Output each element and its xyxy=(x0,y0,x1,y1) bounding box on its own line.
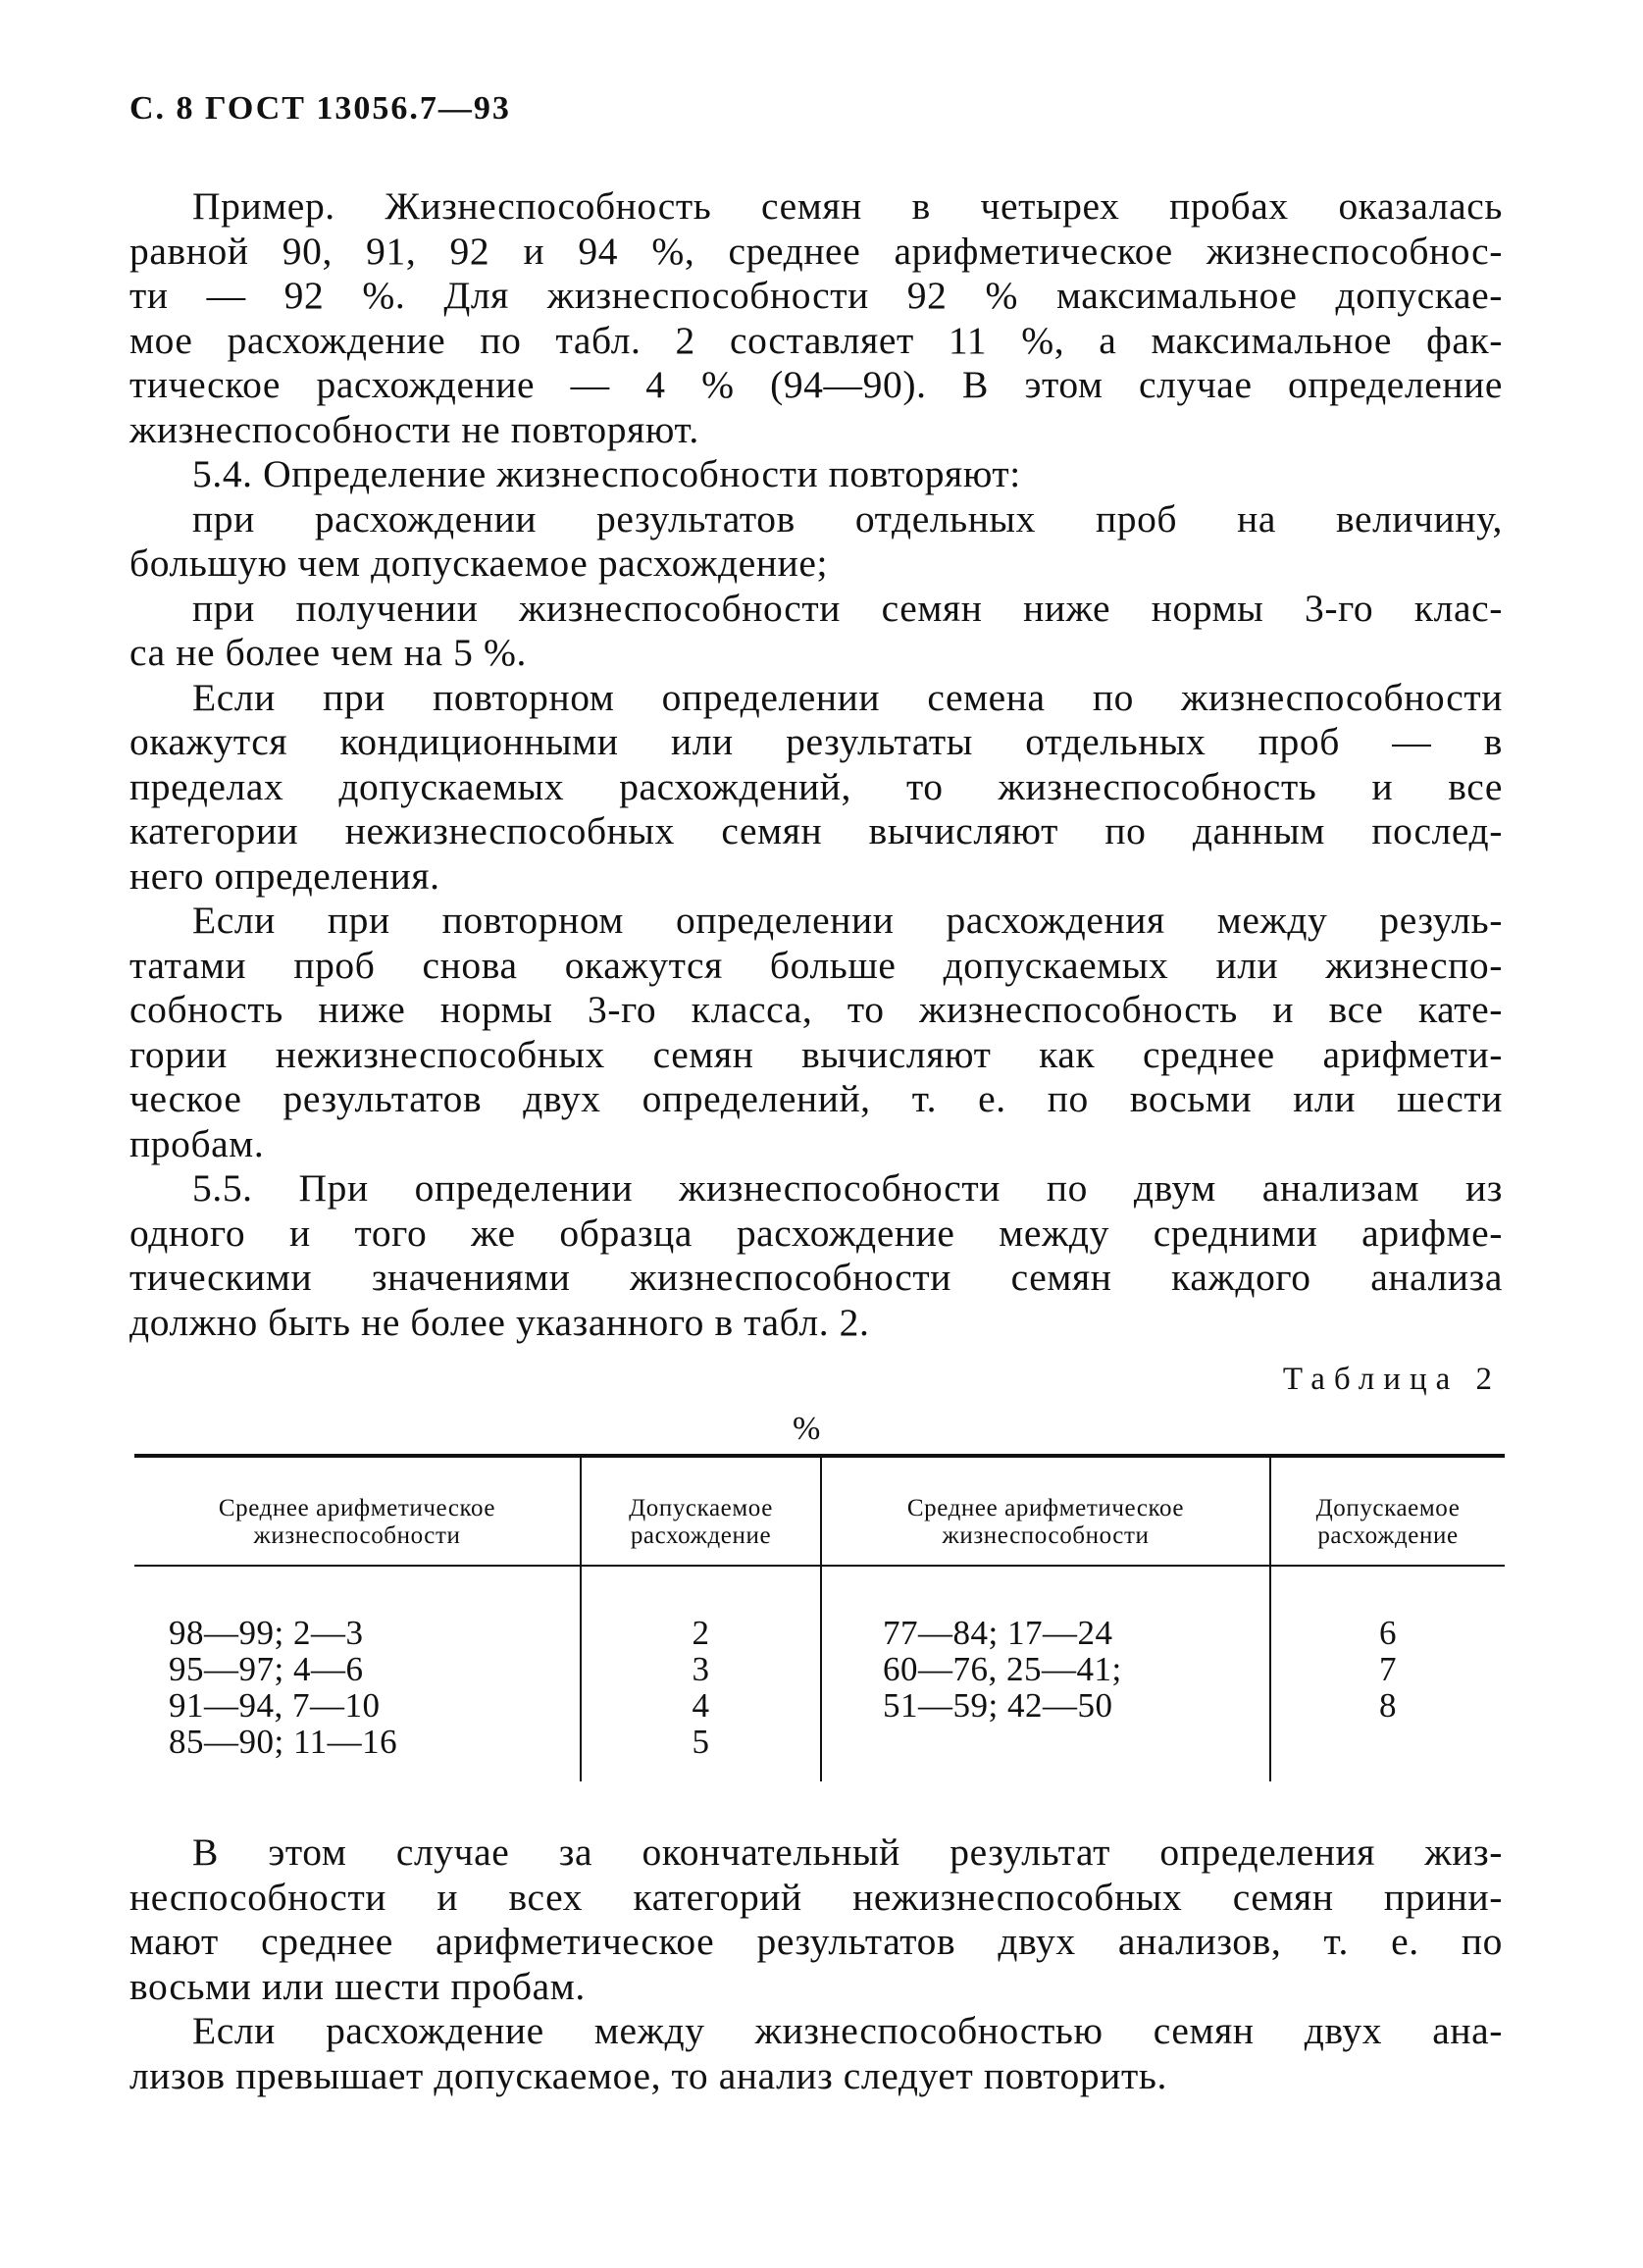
text-line: гории нежизнеспособных семян вычисляют как среднее арифмети- xyxy=(129,1032,1503,1076)
table-cell: 3 xyxy=(692,1650,710,1688)
text-line: 5.5. При определении жизнеспособности по двум анализам из xyxy=(192,1166,1503,1210)
text-line: пределах допускаемых расхождений, то жизнеспособность и все xyxy=(129,764,1503,808)
table-cell: 91—94, 7—10 xyxy=(169,1686,381,1725)
table-cell: 2 xyxy=(692,1614,710,1652)
text-line: тическими значениями жизнеспособности семян каждого анализа xyxy=(129,1256,1503,1299)
text-line: при получении жизнеспособности семян ниже нормы 3-го клас- xyxy=(192,586,1503,630)
table-cell: 95—97; 4—6 xyxy=(169,1650,364,1688)
table-unit: % xyxy=(793,1411,821,1447)
table-column-avg-right xyxy=(883,1615,1122,1724)
table-cell: 4 xyxy=(692,1686,710,1725)
text-line: восьми или шести пробам. xyxy=(129,1964,586,2008)
table-cell: 77—84; 17—24 xyxy=(883,1614,1113,1652)
text-line: са не более чем на 5 %. xyxy=(129,631,527,674)
text-line: собность ниже нормы 3-го класса, то жизнеспособность и все кате- xyxy=(129,988,1503,1031)
table-cell: 85—90; 11—16 xyxy=(169,1723,398,1761)
text-line: при расхождении результатов отдельных проб на величину, xyxy=(192,496,1503,541)
table-column-dev-right xyxy=(1271,1615,1505,1724)
table-column-avg-left xyxy=(169,1615,397,1760)
text-line: неспособности и всех категорий нежизнеспособных семян прини- xyxy=(129,1875,1503,1919)
table-header-cell: Допускаемое расхождение xyxy=(629,1495,773,1549)
table-header-cell: Среднее арифметическое жизнеспособности xyxy=(906,1495,1185,1549)
text-line: жизнеспособности не повторяют. xyxy=(129,407,699,451)
text-line: ти — 92 %. Для жизнеспособности 92 % максимальное допускае- xyxy=(129,274,1503,317)
table-cell: 8 xyxy=(1379,1686,1397,1725)
text-line: татами проб снова окажутся больше допускаемых или жизнеспо- xyxy=(129,943,1503,987)
table-column-dev-left xyxy=(582,1615,820,1760)
text-line: категории нежизнеспособных семян вычисляют по данным послед- xyxy=(129,809,1503,852)
body-text-block-2 xyxy=(129,1830,1503,2098)
text-line: пробам. xyxy=(129,1121,265,1165)
text-line: мают среднее арифметическое результатов двух анализов, т. е. по xyxy=(129,1920,1503,1963)
text-line: Если при повторном определении расхождения между резуль- xyxy=(192,899,1503,942)
text-line: одного и того же образца расхождение между средними арифме- xyxy=(129,1211,1503,1255)
text-line: тическое расхождение — 4 % (94—90). В этом случае определение xyxy=(129,363,1503,406)
table-cell: 6 xyxy=(1379,1614,1397,1652)
text-line: равной 90, 91, 92 и 94 %, среднее арифметическое жизнеспособнос- xyxy=(129,229,1503,273)
table-cell: 7 xyxy=(1379,1650,1397,1688)
text-line: Пример. Жизнеспособность семян в четырех пробах оказалась xyxy=(192,184,1503,228)
text-line: Если расхождение между жизнеспособностью семян двух ана- xyxy=(192,2009,1503,2052)
table-header-cell: Среднее арифметическое жизнеспособности xyxy=(218,1495,496,1549)
table-header-cell: Допускаемое расхождение xyxy=(1315,1495,1461,1549)
page-header: С. 8 ГОСТ 13056.7—93 xyxy=(129,90,511,127)
text-line: окажутся кондиционными или результаты отдельных проб — в xyxy=(129,720,1503,763)
text-line: 5.4. Определение жизнеспособности повторяют: xyxy=(192,452,1021,495)
text-line: него определения. xyxy=(129,853,440,898)
text-line: большую чем допускаемое расхождение; xyxy=(129,541,829,585)
table-caption: Таблица 2 xyxy=(1282,1362,1501,1397)
table-cell: 98—99; 2—3 xyxy=(169,1614,364,1652)
table-cell: 51—59; 42—50 xyxy=(883,1686,1113,1725)
body-text-block-1 xyxy=(129,184,1503,1345)
text-line: Если при повторном определении семена по жизнеспособности xyxy=(192,675,1503,719)
text-line: ческое результатов двух определений, т. е. по восьми или шести xyxy=(129,1077,1503,1120)
text-line: должно быть не более указанного в табл. 2. xyxy=(129,1300,870,1344)
text-line: лизов превышает допускаемое, то анализ следует повторить. xyxy=(129,2053,1167,2097)
table-cell: 5 xyxy=(692,1723,710,1761)
text-line: мое расхождение по табл. 2 составляет 11 %, а максимальное фак- xyxy=(129,318,1503,362)
text-line: В этом случае за окончательный результат определения жиз- xyxy=(192,1830,1503,1874)
table-cell: 60—76, 25—41; xyxy=(883,1650,1122,1688)
